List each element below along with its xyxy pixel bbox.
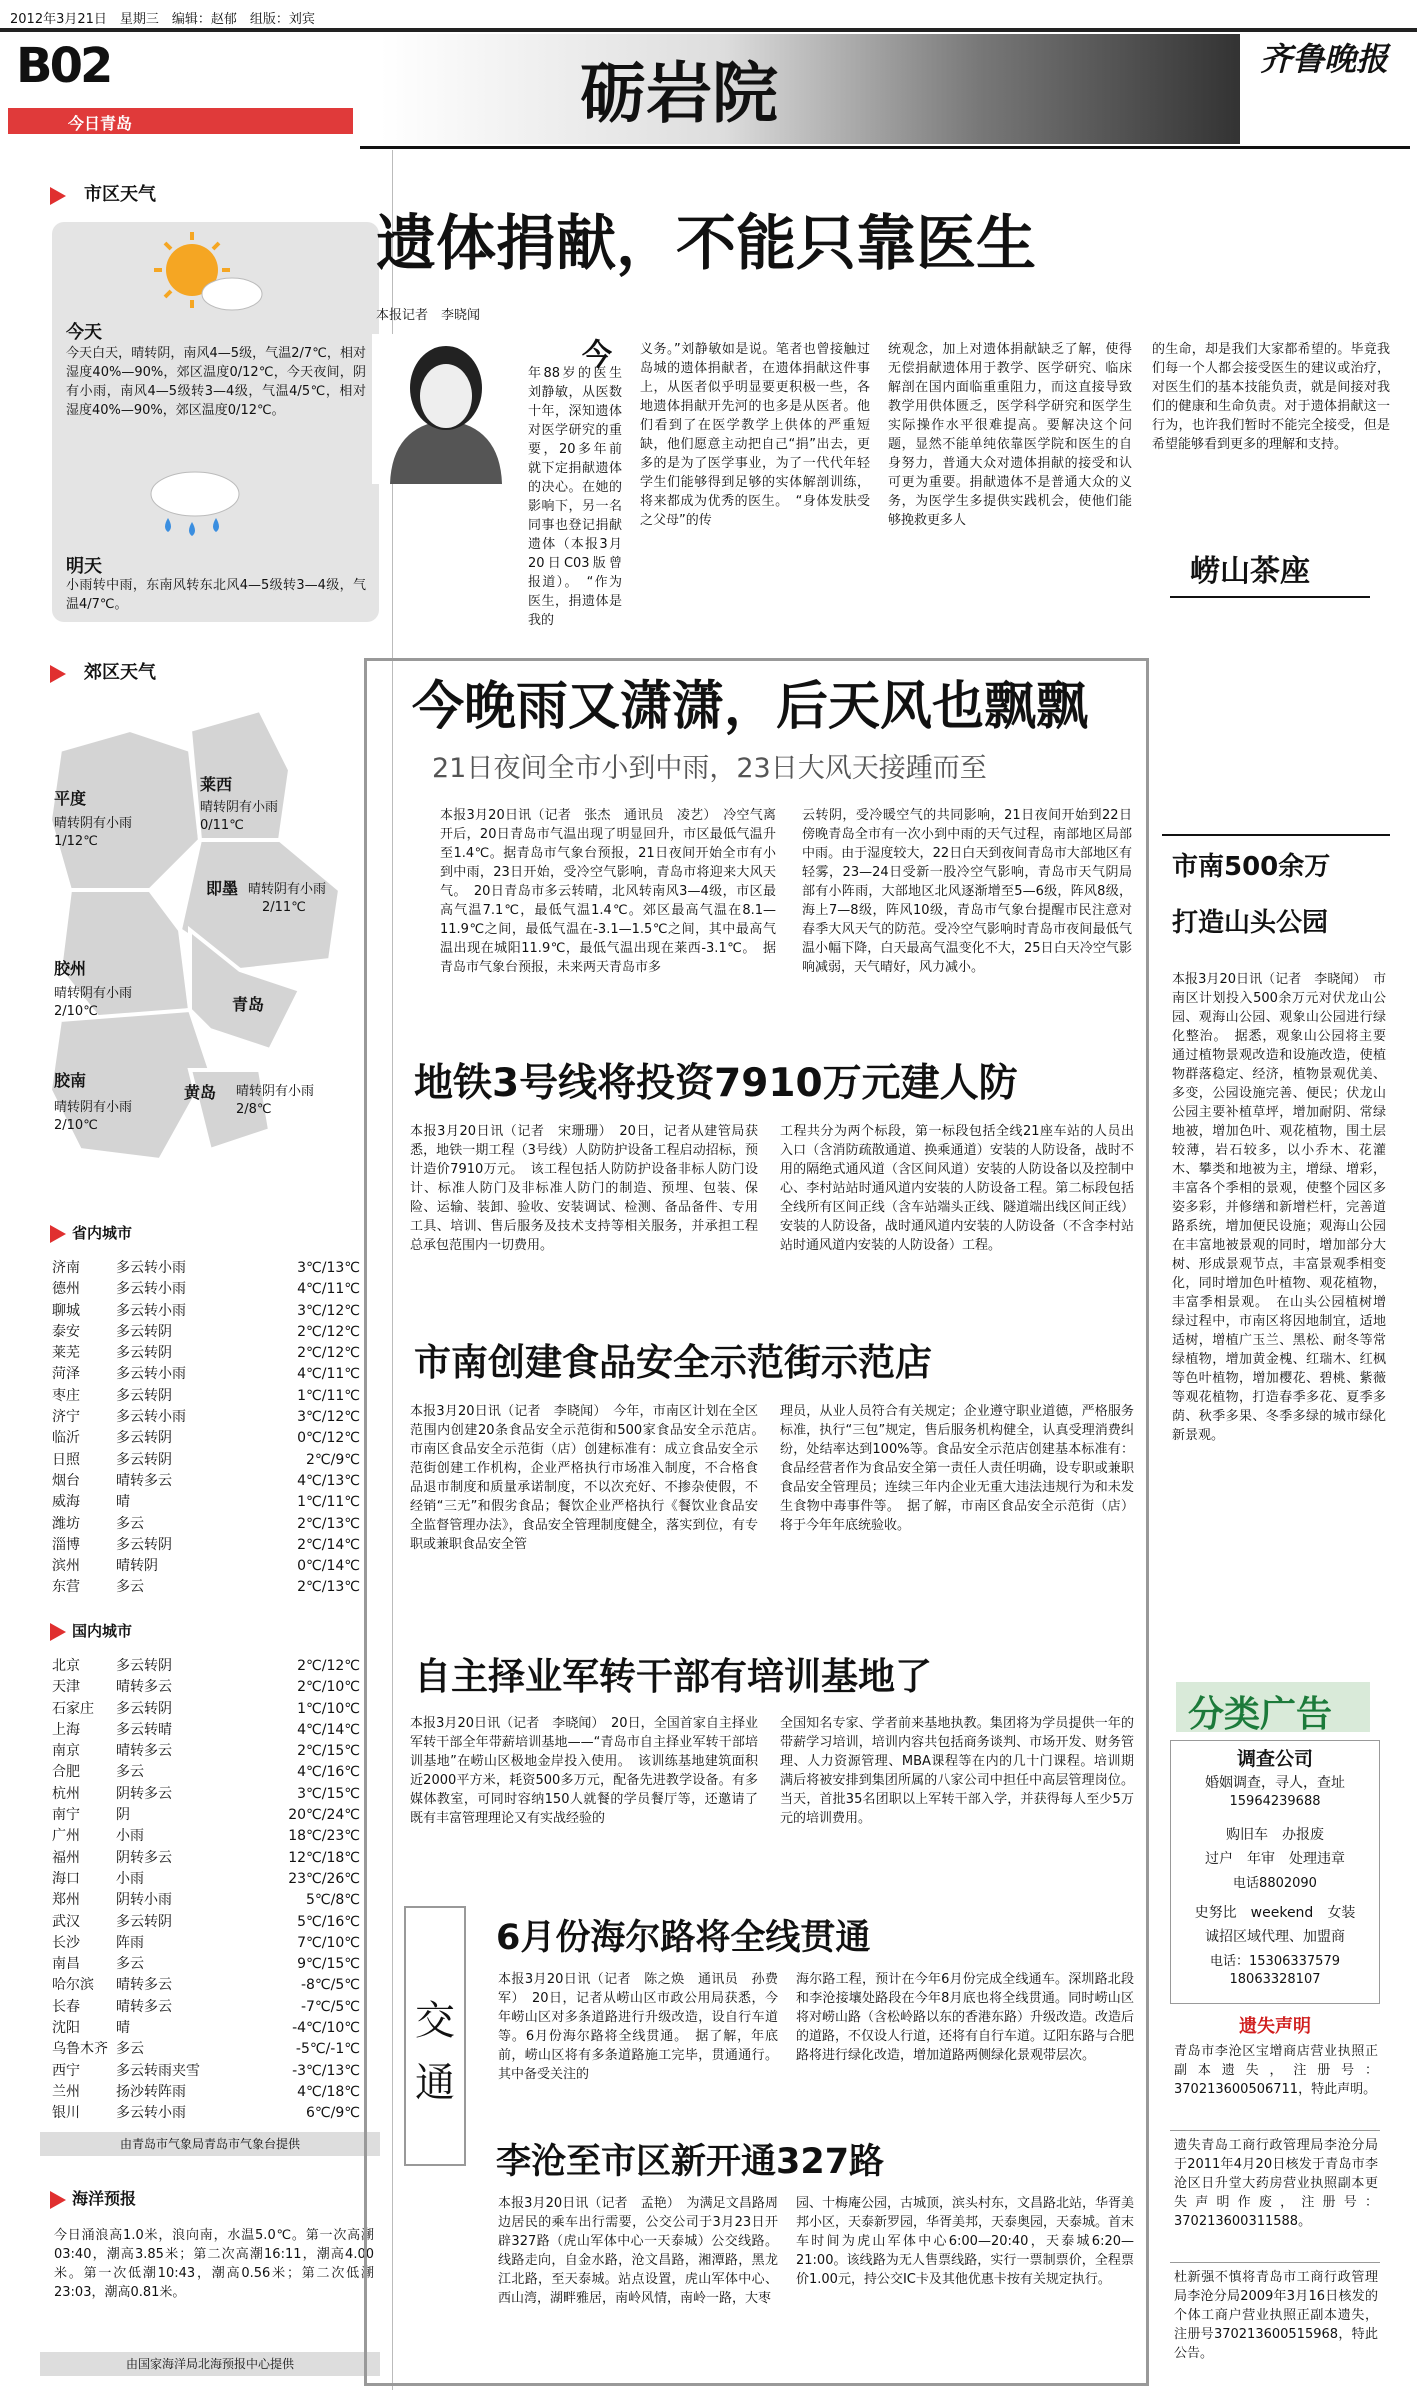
newspaper-logo: 齐鲁晚报: [1260, 40, 1389, 78]
metro-col2: 工程共分为两个标段，第一标段包括全线21座车站的人员出入口（含消防疏散通道、换乘通道）安装的人防设备，战时不用的隔绝式通风道（含区间风道）安装的人防设备以及控制中心、李村站站时通风道内安装的人防设备工程。第二标段包括全线所有区间正线（含车站端头正线、隧道端出线区间正线）安装的人防设备，战时通风道内安装的人防设备（不含李村站站时通风道内安装的人防设备）工程。: [780, 1124, 1134, 1253]
lost-notice: 杜新强不慎将青岛市工商行政管理局李沧分局2009年3月16日核发的个体工商户营业执照正副本遗失，注册号370213600515968，特此公告。: [1174, 2270, 1378, 2361]
park-rule: [1162, 834, 1390, 836]
city-temp: 4℃/16℃: [297, 1764, 360, 1781]
city-weather-row: [52, 1656, 378, 1677]
food-col1: 本报3月20日讯（记者 李晓闻） 今年，市南区计划在全区范围内创建20条食品安全示范街和500家食品安全示范店。 市南区食品安全示范街（店）创建标准有：成立食品安全示范街创建工作机构，企业严格执行市场准入制度，不合格食品退市制度和质量承诺制度，不以次充好、不掺杂使假，不经销“三无”和假劣食品；餐饮企业严格执行《餐饮业食品安全监督管理办法》，食品安全管理制度健全，落实到位，有专职或兼职食品安全管: [410, 1404, 772, 1552]
page-code: B02: [16, 38, 111, 94]
city-temp: 12℃/18℃: [288, 1849, 360, 1866]
city-weather-row: [52, 1535, 378, 1556]
ad-phone: 电话：15306337579: [1210, 1954, 1340, 1969]
region-cond: 晴转阴有小雨: [236, 1084, 315, 1099]
city-temp: 5℃/8℃: [306, 1892, 360, 1909]
weather-source: 由青岛市气象局青岛市气象台提供: [40, 2132, 380, 2156]
park-text: 本报3月20日讯（记者 李晓闻） 市南区计划投入500余万元对伏龙山公园、观海山公园、观象山公园进行绿化整治。 据悉，观象山公园将主要通过植物景观改造和设施改造，使植物群落稳定、经济，植物景观优美、多变，公园设施完善、便民；伏龙山公园主要补植草坪，增加耐阴、常绿地被，增加色叶、观花植物，围土层较薄，岩石较多，以小乔木、花灌木、攀类和地被为主，增绿、增彩，丰富各个季相的景观，使整个园区多姿多彩，并修缮和新增栏杆，完善道路系统，增加便民设施；观海山公园在丰富地被景观的同时，增加部分大树、形成景观节点，丰富景观季相变化，同时增加色叶植物、观花植物，丰富季相景观。 在山头公园植树增绿过程中，市南区将因地制宜，适地适树，增植广玉兰、黑松、耐冬等常绿植物，增加黄金槐、红瑞木、红枫等色叶植物，增加樱花、碧桃、紫薇等观花植物，打造春季多花、夏季多荫、秋季多果、冬季多绿的城市绿化新景观。: [1172, 972, 1386, 1443]
metro-headline: 地铁3号线将投资7910万元建人防: [414, 1061, 1018, 1106]
section-tab: 今日青岛: [8, 108, 353, 134]
ad-line: 史努比 weekend 女装: [1194, 1905, 1356, 1921]
city-cond: 多云转小雨: [116, 1260, 186, 1276]
author-photo: [372, 334, 520, 484]
city-temp: -8℃/5℃: [300, 1977, 360, 1994]
city-cond: 晴转多云: [116, 1472, 172, 1489]
city-weather-row: [52, 1677, 378, 1698]
city-temp: -4℃/10℃: [292, 2020, 360, 2037]
city-cond: 阴转小雨: [116, 1892, 172, 1909]
today-forecast: 今天白天，晴转阴，南风4—5级，气温2/7℃，相对湿度40%—90%，郊区温度0/12℃，今天夜间，阴有小雨，南风4—5级转3—4级，气温4/5℃，相对湿度40%—90%，郊区温度0/12℃。: [66, 346, 366, 418]
army-headline: 自主择业军转干部有培训基地了: [414, 1655, 932, 1698]
city-weather-row: [52, 2103, 378, 2124]
ad-services: 婚姻调查，寻人，查址: [1205, 1775, 1345, 1791]
city-cond: 小雨: [116, 1828, 144, 1845]
city-cond: 晴转多云: [116, 1977, 172, 1994]
city-temp: 3℃/13℃: [297, 1260, 360, 1276]
city-cond: 多云转小雨: [116, 1281, 186, 1298]
city-city: 威海: [52, 1494, 80, 1511]
city-cond: 多云转阴: [116, 1536, 172, 1553]
park-headline-1: 市南500余万: [1172, 852, 1331, 882]
city-city: 郑州: [52, 1892, 80, 1909]
city-temp: 0℃/14℃: [297, 1558, 360, 1575]
city-temp: 4℃/13℃: [297, 1472, 360, 1489]
city-cond: 多云转阴: [116, 1430, 172, 1447]
region-temp: 2/10℃: [54, 1004, 98, 1019]
suburb-map: [40, 690, 370, 1190]
city-cond: 多云转阴: [116, 1387, 172, 1404]
region-name: 平度: [54, 789, 87, 808]
haier-headline: 6月份海尔路将全线贯通: [496, 1918, 871, 1958]
weather-col2: 云转阴，受冷暖空气的共同影响，21日夜间开始到22日傍晚青岛全市有一次小到中雨的天气过程，南部地区局部中雨。由于湿度较大，22日白天到夜间青岛市大部地区有轻雾，23—24日受新一股冷空气影响，青岛市天气阴局部有小阵雨，大部地区北风逐渐增至5—6级，阵风8级，海上7—8级，阵风10级，青岛市气象台提醒市民注意对春季大风天气的防范。受冷空气影响时青岛市夜间最低气温小幅下降，白天最高气温变化不大，25日白天冷空气影响减弱，天气晴好，风力减小。: [802, 808, 1132, 975]
ad-line: 过户 年审 处理违章: [1205, 1851, 1345, 1867]
city-city: 西宁: [52, 2062, 80, 2079]
city-city: 聊城: [52, 1302, 80, 1319]
city-weather-row: [52, 1762, 378, 1783]
food-headline: 市南创建食品安全示范街示范店: [414, 1341, 932, 1384]
city-city: 乌鲁木齐: [52, 2041, 108, 2058]
region-cond: 晴转阴有小雨: [248, 882, 327, 897]
city-city: 杭州: [52, 1785, 80, 1802]
ocean-source: 由国家海洋局北海预报中心提供: [40, 2352, 380, 2376]
region-name: 莱西: [200, 775, 233, 794]
city-cond: 扬沙转阵雨: [116, 2083, 186, 2100]
city-city: 天津: [52, 1679, 80, 1696]
food-col2: 理员，从业人员符合有关规定；企业遵守职业道德，严格服务标准，执行“三包”规定，售后服务机构健全，认真受理消费纠纷，处结率达到100%等。食品安全示范店创建基本标准有：食品经营者作为食品安全第一责任人责任明确，设专职或兼职食品安全管理员；连续三年内企业无重大违法违规行为和未发生食物中毒事件等。 据了解，市南区食品安全示范街（店）将于今年年底统验收。: [780, 1404, 1134, 1533]
city-weather-row: [52, 1450, 378, 1471]
ad-line: 购旧车 办报废: [1226, 1827, 1324, 1843]
city-weather-row: [52, 1577, 378, 1598]
city-weather-row: [52, 1492, 378, 1513]
city-temp: 3℃/15℃: [297, 1785, 360, 1802]
bus-col1: 本报3月20日讯（记者 孟艳） 为满足文昌路周边居民的乘车出行需要，公交公司于3月23日开辟327路（虎山军体中心一天泰城）公交线路。线路走向，自金水路，沧文昌路，湘潭路，黑龙江北路，至天泰城。站点设置，虎山军体中心、西山湾，湖畔雅居，南岭风情，南岭一路，大枣: [498, 2196, 778, 2306]
city-weather-row: [52, 1954, 378, 1975]
arrow-icon: [50, 1225, 66, 1243]
city-weather-row: [52, 1741, 378, 1762]
city-cond: 多云转阴: [116, 1323, 172, 1340]
ad-company: 调查公司: [1236, 1748, 1313, 1770]
city-cond: 多云: [116, 2041, 144, 2058]
city-city: 淄博: [52, 1536, 80, 1553]
city-cond: 多云转阴: [116, 1658, 172, 1674]
weather-headline: 今晚雨又潇潇，后天风也飘飘: [412, 677, 1089, 737]
city-temp: 4℃/14℃: [297, 1721, 360, 1738]
notice-divider: [1170, 2262, 1380, 2263]
city-cond: 晴转多云: [116, 1998, 172, 2015]
bus-headline: 李沧至市区新开通327路: [496, 2142, 885, 2182]
city-city: 北京: [52, 1658, 80, 1674]
ads-heading: 分类广告: [1188, 1694, 1333, 1735]
city-temp: 2℃/12℃: [297, 1658, 360, 1674]
city-weather-row: [52, 1975, 378, 1996]
lead-col1-rest: [376, 486, 622, 604]
haier-col2: 海尔路工程，预计在今年6月份完成全线通车。深圳路北段和李沧接壤处路段在今年8月底也将全线贯通。同时崂山区将对崂山路（含松岭路以东的香港东路）升级改造。改造后的道路，不仅设人行道，还将有自行车道。辽阳东路与合肥路将进行绿化改造，增加道路两侧绿化景观带层次。: [796, 1972, 1135, 2063]
city-city: 莱芜: [52, 1345, 80, 1362]
lead-col1-top: 年88岁的医生刘静敏，从医数十年，深知遗体对医学研究的重要，20多年前就下定捐献遗体的决心。在她的影响下，另一名同事也登记捐献遗体（本报3月20日C03版曾报道）。 “作为医生，捐遗体是我的: [528, 366, 622, 628]
city-weather-row: [52, 1258, 378, 1279]
city-temp: -3℃/13℃: [292, 2062, 360, 2079]
city-temp: 18℃/23℃: [288, 1828, 360, 1845]
city-cond: 多云转阴: [116, 1451, 172, 1468]
city-city: 日照: [52, 1451, 80, 1468]
city-temp: 1℃/11℃: [297, 1494, 360, 1511]
city-cond: 多云: [116, 1579, 144, 1596]
suburb-weather-heading: 郊区天气: [50, 658, 156, 684]
city-weather-row: [52, 2061, 378, 2082]
city-weather-row: [52, 1805, 378, 1826]
city-city: 合肥: [52, 1764, 80, 1781]
city-temp: 2℃/9℃: [306, 1451, 360, 1468]
city-cond: 多云: [116, 1515, 144, 1532]
city-temp: 0℃/12℃: [297, 1430, 360, 1447]
ad-phone: 18063328107: [1229, 1972, 1321, 1987]
city-city: 滨州: [52, 1558, 80, 1575]
city-weather-row: [52, 2039, 378, 2060]
weather-col1: 本报3月20日讯（记者 张杰 通讯员 凌艺） 冷空气离开后，20日青岛市气温出现了明显回升，市区最低气温升至1.4℃。据青岛市气象台预报，21日夜间开始全市有小到中雨，23日开始，受冷空气影响，青岛市将迎来大风天气。 20日青岛市多云转晴，北风转南风3—4级，市区最高气温7.1℃，最低气温1.4℃。郊区最高气温在8.1—11.9℃之间，最低气温在-3.1—1.5℃之间，其中最高气温出现在城阳11.9℃，最低气温出现在莱西-3.1℃。 据青岛市气象台预报，未来两天青岛市多: [440, 808, 776, 975]
city-cond: 多云转阴: [116, 1700, 172, 1717]
city-weather-row: [52, 1890, 378, 1911]
arrow-icon: [50, 187, 66, 205]
city-weather-row: [52, 1407, 378, 1428]
city-city: 广州: [52, 1828, 80, 1845]
city-weather-row: [52, 1848, 378, 1869]
region-temp: 1/12℃: [54, 834, 98, 849]
city-city: 武汉: [52, 1913, 80, 1930]
city-temp: 2℃/12℃: [297, 1345, 360, 1362]
city-temp: 2℃/10℃: [297, 1679, 360, 1696]
city-weather-row: [52, 1428, 378, 1449]
ad-phone: 15964239688: [1229, 1794, 1321, 1809]
province-table: [52, 1258, 378, 1599]
logo-rule: [1170, 596, 1370, 598]
city-temp: -5℃/-1℃: [295, 2041, 360, 2058]
ocean-forecast: 今日涌浪高1.0米，浪向南，水温5.0℃。第一次高潮03:40，潮高3.85米；第二次高潮16:11，潮高4.00米。第一次低潮10:43，潮高0.56米；第二次低潮23:03，潮高0.81米。: [54, 2228, 374, 2300]
city-temp: 1℃/10℃: [297, 1700, 360, 1717]
region-cond: 晴转阴有小雨: [54, 816, 133, 831]
city-cond: 多云转阴: [116, 1913, 172, 1930]
city-weather-row: [52, 1556, 378, 1577]
banner-image: [380, 34, 1240, 144]
tomorrow-label: 明天: [66, 556, 102, 577]
city-temp: 4℃/11℃: [297, 1366, 360, 1383]
city-weather-row: [52, 1322, 378, 1343]
city-weather-row: [52, 1343, 378, 1364]
arrow-icon: [50, 2191, 66, 2209]
city-cond: 晴转多云: [116, 1679, 172, 1696]
region-cond: 晴转阴有小雨: [200, 800, 279, 815]
lost-notice: 青岛市李沧区宝增商店营业执照正副本遗失，注册号：370213600506711，特此声明。: [1174, 2044, 1378, 2097]
dropcap: 今: [582, 338, 612, 373]
city-weather-row: [52, 1471, 378, 1492]
city-weather-row: [52, 2018, 378, 2039]
column-logo: 崂山茶座: [1190, 554, 1310, 589]
lead-col3: 统观念，加上对遗体捐献缺乏了解，使得无偿捐献遗体用于教学、医学研究、临床解剖在国内面临重重阻力，而这直接导致教学用供体匮乏，医学科学研究和医学生实际操作水平很难提高。要解决这个问题，显然不能单纯依靠医学院和医生的自身努力，普通大众对遗体捐献的接受和认可更为重要。捐献遗体不是普通大众的义务，为医学生多提供实践机会，使他们能够挽救更多人: [888, 342, 1132, 528]
arrow-icon: [50, 665, 66, 683]
city-cond: 阵雨: [116, 1934, 144, 1951]
city-cond: 多云转雨夹雪: [116, 2062, 200, 2079]
banner-title: 砺岩院: [580, 54, 778, 132]
army-col2: 全国知名专家、学者前来基地执教。集团将为学员提供一年的带薪学习培训，培训内容共包括商务谈判、市场开发、财务管理、人力资源管理、MBA课程等在内的几十门课程。培训期满后将被安排到集团所属的八家公司中担任中高层管理岗位。当天，首批35名团职以上军转干部入学，并获得每人至少5万元的培训费用。: [780, 1716, 1134, 1826]
city-temp: 20℃/24℃: [288, 1807, 360, 1824]
city-city: 烟台: [52, 1472, 80, 1489]
city-weather-row: [52, 1912, 378, 1933]
city-weather-row: [52, 1279, 378, 1300]
city-city: 枣庄: [52, 1387, 80, 1404]
city-temp: 2℃/13℃: [297, 1515, 360, 1532]
city-temp: 2℃/14℃: [297, 1536, 360, 1553]
city-cond: 多云转小雨: [116, 1302, 186, 1319]
city-city: 泰安: [52, 1323, 80, 1340]
city-cond: 晴: [116, 2020, 130, 2037]
region-name: 黄岛: [184, 1083, 217, 1102]
city-temp: 3℃/12℃: [297, 1409, 360, 1426]
header-bottom-rule: [360, 146, 1410, 149]
city-cond: 多云转阴: [116, 1345, 172, 1362]
region-cond: 晴转阴有小雨: [54, 1100, 133, 1115]
rain-icon: [140, 466, 250, 546]
city-weather-row: [52, 1699, 378, 1720]
city-temp: 1℃/11℃: [297, 1387, 360, 1404]
city-city: 潍坊: [52, 1515, 80, 1532]
city-city: 上海: [52, 1721, 80, 1738]
city-city: 东营: [52, 1579, 80, 1596]
city-weather-row: [52, 1826, 378, 1847]
dateline: 2012年3月21日 星期三 编辑：赵郁 组版：刘宾: [10, 12, 315, 27]
city-city: 菏泽: [52, 1366, 80, 1383]
city-weather-row: [52, 1720, 378, 1741]
region-temp: 2/11℃: [262, 900, 306, 915]
city-city: 南京: [52, 1743, 80, 1760]
notice-divider: [1170, 2130, 1380, 2131]
city-city: 德州: [52, 1281, 80, 1298]
city-temp: 3℃/12℃: [297, 1302, 360, 1319]
city-temp: 2℃/13℃: [297, 1579, 360, 1596]
region-cond: 晴转阴有小雨: [54, 986, 133, 1001]
metro-col1: 本报3月20日讯（记者 宋珊珊） 20日，记者从建管局获悉，地铁一期工程（3号线）人防防护设备工程启动招标，预计造价7910万元。 该工程包括人防防护设备非标人防门设计、标准人防门及非标准人防门的制造、预埋、包装、保险、运输、装卸、验收、安装调试、检测、备品备件、专用工具、培训、售后服务及技术支持等相关服务，并承担工程总承包范围内一切费用。: [410, 1124, 758, 1253]
traffic-label: 交通: [415, 1998, 455, 2106]
region-name: 胶州: [54, 959, 87, 978]
city-weather-row: [52, 1997, 378, 2018]
region-temp: 2/10℃: [54, 1118, 98, 1133]
city-city: 银川: [52, 2105, 80, 2122]
city-city: 石家庄: [52, 1700, 94, 1717]
city-weather-row: [52, 1869, 378, 1890]
weather-subhead: 21日夜间全市小到中雨，23日大风天接踵而至: [432, 753, 987, 784]
city-temp: 2℃/12℃: [297, 1323, 360, 1340]
city-cond: 晴转多云: [116, 1743, 172, 1760]
city-temp: 4℃/11℃: [297, 1281, 360, 1298]
ad-line: 诚招区域代理、加盟商: [1205, 1929, 1345, 1945]
arrow-icon: [50, 1623, 66, 1641]
city-cond: 多云转小雨: [116, 1366, 186, 1383]
city-cond: 多云转小雨: [116, 1409, 186, 1426]
city-cond: 晴: [116, 1494, 130, 1511]
region-name: 青岛: [232, 995, 265, 1014]
city-cond: 多云: [116, 1764, 144, 1781]
army-col1: 本报3月20日讯（记者 李晓闻） 20日，全国首家自主择业军转干部全年带薪培训基地——“青岛市自主择业军转干部培训基地”在崂山区极地金岸投入使用。 该训练基地建筑面积近2000平方米，耗资500多万元，配备先进教学设备。有多媒体教室，可同时容纳150人就餐的学员餐厅等，还邀请了既有丰富管理理论又有实战经验的: [410, 1716, 758, 1826]
city-weather-row: [52, 1364, 378, 1385]
city-weather-row: [52, 1933, 378, 1954]
city-weather-row: [52, 1784, 378, 1805]
city-city: 福州: [52, 1849, 80, 1866]
city-cond: 晴转阴: [116, 1558, 158, 1575]
city-city: 南宁: [52, 1807, 80, 1824]
city-city: 临沂: [52, 1430, 80, 1447]
city-temp: 2℃/15℃: [297, 1743, 360, 1760]
park-headline-2: 打造山头公园: [1172, 908, 1329, 938]
region-name: 胶南: [54, 1071, 87, 1090]
lead-col2: 义务。”刘静敏如是说。笔者也曾接触过岛城的遗体捐献者，在遗体捐献这件事上，从医者似乎明显要更积极一些，各地遗体捐献开先河的也多是从医者。他们看到了在医学教学上供体的严重短缺，他们愿意主动把自己“捐”出去，更多的是为了医学事业，为了一代代年轻学生们能够得到足够的实体解剖训练，将来都成为优秀的医生。 “身体发肤受之父母”的传: [640, 342, 870, 528]
province-heading: 省内城市: [50, 1222, 132, 1243]
city-city: 济南: [52, 1260, 80, 1276]
city-temp: 4℃/18℃: [297, 2083, 360, 2100]
city-weather-row: [52, 1386, 378, 1407]
today-label: 今天: [66, 322, 102, 343]
lead-col4: 的生命，却是我们大家都希望的。毕竟我们每一个人都会接受医生的建议或治疗，对医生们的基本技能负责，就是间接对我们的健康和生命负责。对于遗体捐献这一行为，也许我们暂时不能完全接受，但是希望能够看到更多的理解和支持。: [1152, 342, 1390, 452]
region-temp: 2/8℃: [236, 1102, 272, 1117]
ocean-heading: 海洋预报: [50, 2186, 136, 2209]
region-name: 即墨: [206, 879, 239, 898]
haier-col1: 本报3月20日讯（记者 陈之焕 通讯员 孙费军） 20日，记者从崂山区市政公用局获悉，今年崂山区对多条道路进行升级改造，设自行车道等。6月份海尔路将全线贯通。 据了解，年底前，崂山区将有多条道路施工完毕，贯通通行。其中备受关注的: [498, 1972, 778, 2082]
city-cond: 阴转多云: [116, 1785, 172, 1802]
city-temp: 7℃/10℃: [297, 1934, 360, 1951]
ad-phone: 电话8802090: [1233, 1876, 1317, 1891]
bus-col2: 园、十梅庵公园，古城顶，滨头村东，文昌路北站，华胥美邦小区，天泰新罗园，华胥美邦，天泰奥园，天泰城。首末车时间为虎山军体中心6:00—20:40，天泰城6:20—21:00。该线路为无人售票线路，实行一票制票价，全程票价1.00元，持公交IC卡及其他优惠卡按有关规定执行。: [796, 2196, 1135, 2287]
national-table: [52, 1656, 378, 2125]
city-weather-row: [52, 1514, 378, 1535]
city-cond: 多云转小雨: [116, 2105, 186, 2122]
city-cond: 小雨: [116, 1870, 144, 1887]
city-temp: 5℃/16℃: [297, 1913, 360, 1930]
national-heading: 国内城市: [50, 1620, 132, 1641]
city-cond: 多云转晴: [116, 1721, 172, 1738]
city-temp: 23℃/26℃: [288, 1870, 360, 1887]
city-city: 济宁: [52, 1409, 80, 1426]
city-city: 长沙: [52, 1934, 80, 1951]
city-city: 海口: [52, 1870, 80, 1887]
city-temp: 9℃/15℃: [297, 1956, 360, 1973]
lost-heading: 遗失声明: [1239, 2016, 1311, 2037]
city-temp: -7℃/5℃: [300, 1998, 360, 2015]
city-cond: 阴: [116, 1807, 130, 1824]
tomorrow-forecast: 小雨转中雨，东南风转东北风4—5级转3—4级，气温4/7℃。: [66, 578, 366, 612]
city-city: 哈尔滨: [52, 1977, 94, 1994]
sunny-cloud-icon: [140, 228, 270, 318]
city-city: 南昌: [52, 1956, 80, 1973]
lead-headline: 遗体捐献，不能只靠医生: [376, 209, 1036, 279]
city-city: 沈阳: [52, 2020, 80, 2037]
lost-notice: 遗失青岛工商行政管理局李沧分局于2011年4月20日核发于青岛市李沧区日升堂大药房营业执照副本更失声明作废，注册号：370213600311588。: [1174, 2138, 1378, 2229]
city-city: 兰州: [52, 2083, 80, 2100]
city-cond: 多云: [116, 1956, 144, 1973]
header-rule: [0, 28, 1417, 32]
city-temp: 6℃/9℃: [306, 2105, 360, 2122]
city-city: 长春: [52, 1998, 80, 2015]
city-weather-row: [52, 2082, 378, 2103]
city-weather-row: [52, 1301, 378, 1322]
lead-byline: 本报记者 李晓闻: [376, 308, 481, 323]
region-temp: 0/11℃: [200, 818, 244, 833]
city-cond: 阴转多云: [116, 1849, 172, 1866]
urban-weather-heading: 市区天气: [50, 180, 156, 206]
